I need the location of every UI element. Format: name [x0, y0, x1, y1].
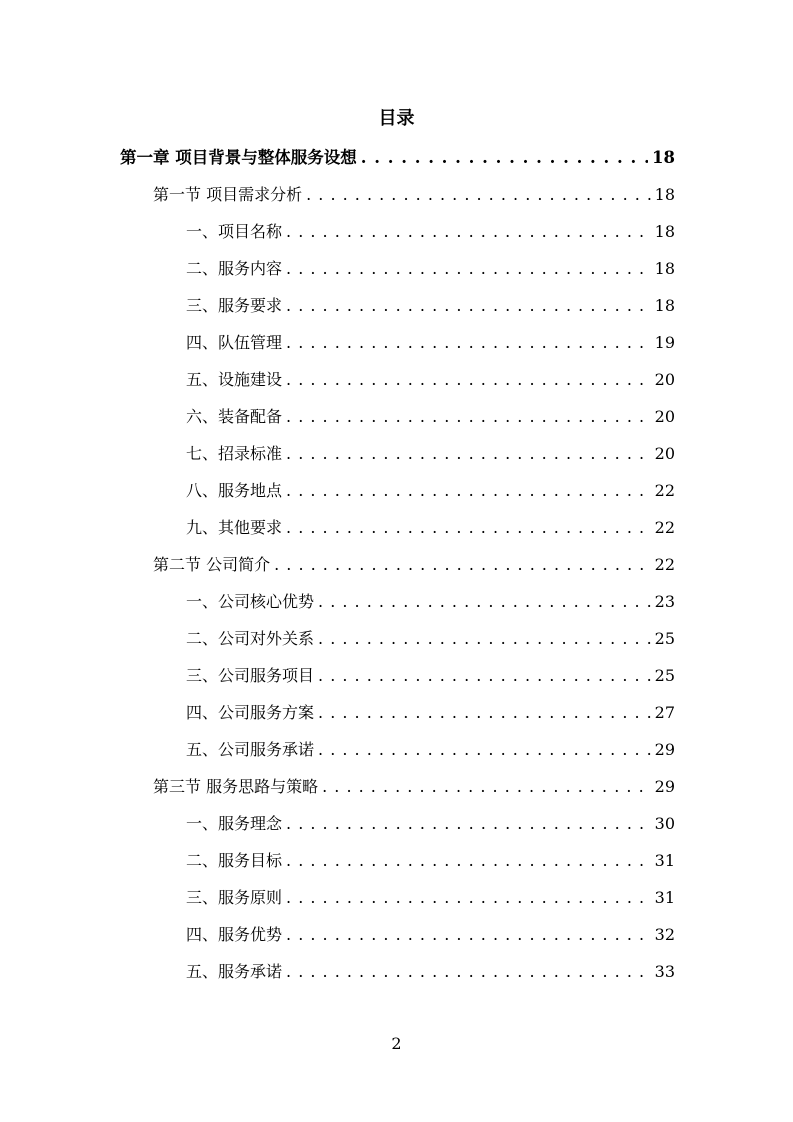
toc-entry-item[interactable]	[186, 365, 675, 395]
toc-entry-page: 29	[654, 777, 675, 796]
toc-entry-label: 七、招录标准	[186, 444, 283, 463]
toc-entry-item[interactable]	[186, 735, 675, 765]
toc-entry-item[interactable]	[186, 624, 675, 654]
toc-leader-dots	[286, 846, 651, 876]
toc-leader-dots	[286, 439, 651, 469]
toc-entry-item[interactable]	[186, 217, 675, 247]
toc-entry-page: 32	[654, 925, 675, 944]
toc-leader-dots	[306, 180, 651, 210]
toc-entry-label: 三、服务要求	[186, 296, 283, 315]
toc-leader-dots	[286, 328, 651, 358]
toc-entry-item[interactable]	[186, 809, 675, 839]
toc-entry-item[interactable]	[186, 920, 675, 950]
toc-entry-label: 四、服务优势	[186, 925, 283, 944]
toc-entry-page: 18	[654, 259, 675, 278]
toc-leader-dots	[318, 661, 651, 691]
toc-entry-label: 五、设施建设	[186, 370, 283, 389]
toc-entry-item[interactable]	[186, 846, 675, 876]
toc-entry-page: 31	[654, 888, 675, 907]
toc-entry-item[interactable]	[186, 291, 675, 321]
toc-entry-label: 五、公司服务承诺	[186, 740, 315, 759]
toc-entry-page: 22	[654, 555, 675, 574]
toc-entry-page: 29	[654, 740, 675, 759]
toc-entry-label: 四、公司服务方案	[186, 703, 315, 722]
toc-entry-label: 第一章 项目背景与整体服务设想	[120, 148, 357, 167]
toc-leader-dots	[286, 402, 651, 432]
toc-entry-section-1[interactable]	[153, 180, 675, 210]
toc-entry-label: 四、队伍管理	[186, 333, 283, 352]
toc-entry-item[interactable]	[186, 476, 675, 506]
toc-leader-dots	[286, 254, 651, 284]
toc-entry-label: 第三节 服务思路与策略	[153, 777, 319, 796]
toc-leader-dots	[286, 920, 651, 950]
toc-leader-dots	[361, 143, 648, 173]
toc-entry-page: 31	[654, 851, 675, 870]
toc-entry-page: 20	[654, 444, 675, 463]
toc-leader-dots	[318, 624, 651, 654]
toc-entry-item[interactable]	[186, 698, 675, 728]
toc-entry-page: 22	[654, 481, 675, 500]
toc-entry-label: 二、服务内容	[186, 259, 283, 278]
toc-entry-item[interactable]	[186, 587, 675, 617]
toc-leader-dots	[322, 772, 651, 802]
toc-entry-label: 第二节 公司简介	[153, 555, 271, 574]
toc-title: 目录	[378, 108, 415, 129]
toc-entry-item[interactable]	[186, 513, 675, 543]
toc-entry-page: 23	[654, 592, 675, 611]
toc-entry-item[interactable]	[186, 402, 675, 432]
toc-entry-item[interactable]	[186, 254, 675, 284]
toc-entry-item[interactable]	[186, 328, 675, 358]
toc-entry-page: 18	[654, 296, 675, 315]
toc-entry-page: 20	[654, 407, 675, 426]
toc-entry-label: 五、服务承诺	[186, 962, 283, 981]
toc-entry-label: 一、项目名称	[186, 222, 283, 241]
toc-entry-label: 一、服务理念	[186, 814, 283, 833]
toc-leader-dots	[286, 291, 651, 321]
toc-entry-page: 25	[654, 629, 675, 648]
toc-entry-chapter-1[interactable]	[120, 143, 675, 173]
toc-entry-item[interactable]	[186, 661, 675, 691]
toc-leader-dots	[274, 550, 651, 580]
toc-entry-page: 22	[654, 518, 675, 537]
toc-leader-dots	[286, 957, 651, 987]
page-number: 2	[391, 1034, 402, 1053]
toc-entry-label: 六、装备配备	[186, 407, 283, 426]
toc-leader-dots	[286, 365, 651, 395]
toc-leader-dots	[318, 587, 651, 617]
toc-entry-page: 18	[652, 148, 675, 167]
toc-entry-section-2[interactable]	[153, 550, 675, 580]
toc-entry-label: 八、服务地点	[186, 481, 283, 500]
toc-entry-label: 三、服务原则	[186, 888, 283, 907]
toc-entry-page: 20	[654, 370, 675, 389]
toc-entry-label: 一、公司核心优势	[186, 592, 315, 611]
toc-entry-page: 18	[654, 222, 675, 241]
toc-entry-label: 二、服务目标	[186, 851, 283, 870]
toc-leader-dots	[286, 217, 651, 247]
toc-entry-label: 二、公司对外关系	[186, 629, 315, 648]
toc-entry-label: 九、其他要求	[186, 518, 283, 537]
toc-entry-label: 第一节 项目需求分析	[153, 185, 303, 204]
toc-entry-page: 33	[654, 962, 675, 981]
toc-leader-dots	[318, 735, 651, 765]
toc-entry-page: 27	[654, 703, 675, 722]
toc-leader-dots	[286, 809, 651, 839]
toc-entry-item[interactable]	[186, 883, 675, 913]
toc-entry-page: 18	[654, 185, 675, 204]
toc-leader-dots	[286, 883, 651, 913]
toc-entry-page: 25	[654, 666, 675, 685]
toc-entry-label: 三、公司服务项目	[186, 666, 315, 685]
toc-leader-dots	[318, 698, 651, 728]
toc-entry-item[interactable]	[186, 957, 675, 987]
toc-entry-page: 19	[654, 333, 675, 352]
toc-entry-item[interactable]	[186, 439, 675, 469]
toc-leader-dots	[286, 513, 651, 543]
toc-entry-section-3[interactable]	[153, 772, 675, 802]
toc-leader-dots	[286, 476, 651, 506]
toc-entry-page: 30	[654, 814, 675, 833]
